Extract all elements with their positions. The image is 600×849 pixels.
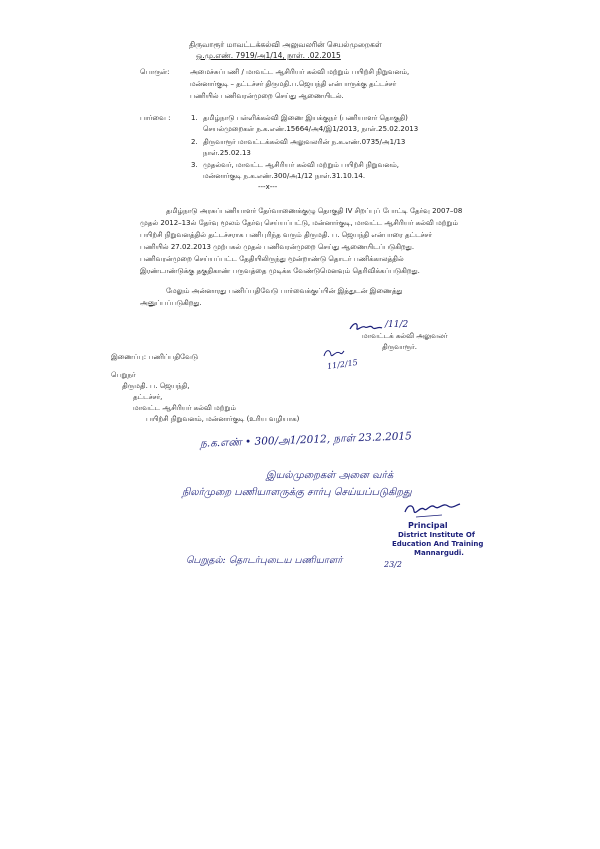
stamp-line: Education And Training xyxy=(392,540,484,548)
body-line: பயிற்சி நிறுவனத்தில் தட்டச்சராக பணிபுரிந்த வரும் திருமதி. ப. ஜெயந்தி என்பாரை தட்டச்சர் xyxy=(140,231,433,239)
handwritten-bottom-number: 23/2 xyxy=(384,560,402,569)
office-heading: திருவாரூர் மாவட்டக்கல்வி அலுவலரின் செயல்முறைகள் xyxy=(189,40,382,49)
body-line: இரண்டாண்டுக்கு தகுதிகாண் பருவத்தை முடிக்க வேண்டுமெனவும் தெரிவிக்கப்படுகிறது. xyxy=(140,267,420,275)
body-line: மேலும் அன்னாரது பணிப்பதிவேடு பார்வைக்குப்பின் இத்துடன் இணைத்து xyxy=(166,287,403,295)
subject-line: அமைச்சுப்பணி / மாவட்ட ஆசிரியர் கல்வி மற்றும் பயிற்சி நிறுவனம், xyxy=(190,68,410,76)
initials-signature xyxy=(322,346,346,360)
subject-line: மன்னார்குடி – தட்டச்சர் திருமதி.ப.ஜெயந்தி என்பாருக்கு தட்டச்சர் xyxy=(190,80,397,88)
body-line: தமிழ்நாடு அரசுப்பணியாளர் தேர்வாணைக்குழு தொகுதி IV சிறப்புப் போட்டி தேர்வு 2007–08 xyxy=(166,207,463,215)
reference-item-number: 1. xyxy=(191,114,198,122)
recipient-line: பயிற்சி நிறுவனம், மன்னார்குடி (உரிய வழியாக) xyxy=(146,415,300,423)
reference-item-line: தமிழ்நாடு பள்ளிக்கல்வி இணை இயக்குநர் (பணியாளர் தொகுதி) xyxy=(203,114,408,122)
reference-separator: ---x--- xyxy=(258,183,278,191)
body-line: பணிவரன்முறை செய்யப்பட்ட தேதியிலிருந்து மூன்றாண்டு தொடர் பணிக்காலத்தில் xyxy=(140,255,404,263)
signatory-place: திருவாரூர். xyxy=(382,343,418,351)
handwritten-note: நிலர்முறை பணியாளருக்கு சார்பு செய்யப்படுகிறது xyxy=(182,487,412,498)
reference-item-line: திருவாரூர் மாவட்டக்கல்வி அலுவலரின் ந.க.எண்.0735/அ1/13 xyxy=(203,138,406,146)
recipient-line: மாவட்ட ஆசிரியர் கல்வி மற்றும் xyxy=(133,404,236,412)
handwritten-note: இயல்முறைகள் அனை வர்க் xyxy=(266,470,394,481)
recipient-line: திருமதி. ப. ஜெயந்தி, xyxy=(122,382,190,390)
recipient-label: பெறுநர் xyxy=(111,371,136,379)
signature-date: /11/2 xyxy=(385,320,409,330)
body-line: அனுப்பப்படுகிறது. xyxy=(140,299,202,307)
reference-number: ஒ.மு.எண். 7919/அ1/14, நாள். .02.2015 xyxy=(196,51,341,60)
handwritten-reference: ந.க.எண் • 300/அ1/2012, நாள் 23.2.2015 xyxy=(199,430,413,450)
reference-item-line: நாள்.25.02.13 xyxy=(203,149,251,157)
reference-item-number: 3. xyxy=(191,161,198,169)
stamp-line: District Institute Of xyxy=(398,531,475,539)
initials-date: 11/2/15 xyxy=(326,357,359,372)
stamp-line: Mannargudi. xyxy=(414,549,464,557)
body-line: முதல் 2012–13ல் தேர்வு மூலம் தேர்வு செய்யப்பட்டு, மன்னார்குடி, மாவட்ட ஆசிரியர் கல்வி மற்றும் xyxy=(140,219,458,227)
reference-item-line: முதல்வர், மாவட்ட ஆசிரியர் கல்வி மற்றும் பயிற்சி நிறுவனம், xyxy=(203,161,400,169)
body-line: பணியில் 27.02.2013 முற்பகல் முதல் பணிவரன்முறை செய்து ஆணையிடப்படுகிறது. xyxy=(140,243,415,251)
reference-item-number: 2. xyxy=(191,138,198,146)
handwritten-bottom-note: பெறுதல்: தொடர்புடைய பணியாளர் xyxy=(186,555,343,566)
reference-item-line: செயல்முறைகள் ந.க.எண்.15664/அ4/இ1/2013, நாள்.25.02.2013 xyxy=(203,125,419,133)
reference-label: பார்வை : xyxy=(140,114,171,122)
enclosure-line: இணைப்பு: பணிப்பதிவேடு xyxy=(111,353,199,361)
subject-label: பொருள்: xyxy=(140,68,170,76)
reference-item-line: மன்னார்குடி ந.க.எண்.300/அ1/12 நாள்.31.10.14. xyxy=(203,172,366,180)
subject-line: பணியில் பணிவரன்முறை செய்து ஆணையிடல். xyxy=(190,92,344,100)
signatory-designation: மாவட்டக் கல்வி அலுவலர் xyxy=(362,332,448,340)
stamp-title: Principal xyxy=(408,521,448,530)
principal-signature xyxy=(402,498,464,520)
recipient-line: தட்டச்சர், xyxy=(133,393,163,401)
